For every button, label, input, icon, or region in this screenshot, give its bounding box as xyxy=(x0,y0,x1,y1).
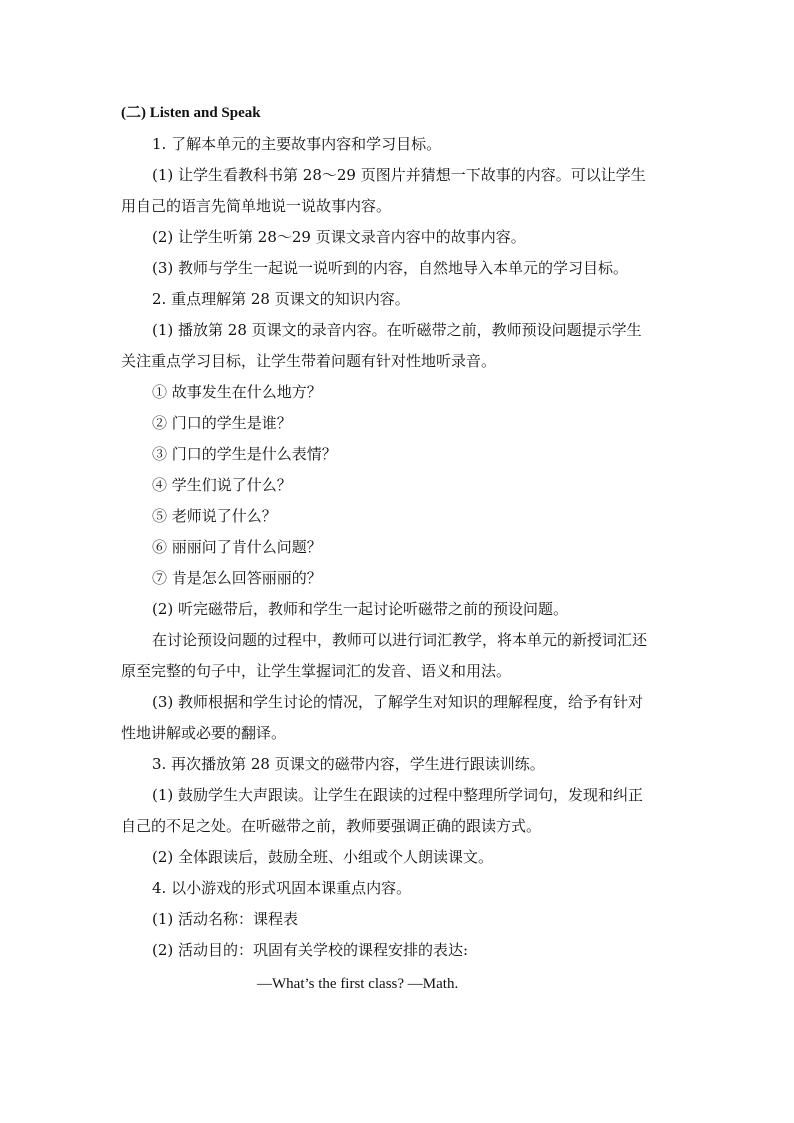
question-item: ① 故事发生在什么地方？ xyxy=(152,383,322,401)
question-item: ③ 门口的学生是什么表情？ xyxy=(152,445,337,463)
paragraph-line: 4. 以小游戏的形式巩固本课重点内容。 xyxy=(152,879,412,897)
paragraph-line: (3) 教师根据和学生讨论的情况，了解学生对知识的理解程度，给予有针对 xyxy=(152,693,644,711)
paragraph-line: 用自己的语言先简单地说一说故事内容。 xyxy=(121,197,392,215)
question-item: ⑥ 丽丽问了肯什么问题？ xyxy=(152,538,322,556)
paragraph-line: (2) 活动目的：巩固有关学校的课程安排的表达: xyxy=(152,941,469,959)
paragraph-line: (2) 听完磁带后，教师和学生一起讨论听磁带之前的预设问题。 xyxy=(152,600,569,618)
paragraph-line: (1) 让学生看教科书第 28～29 页图片并猜想一下故事的内容。可以让学生 xyxy=(152,166,646,184)
question-item: ⑤ 老师说了什么？ xyxy=(152,507,277,525)
paragraph-line: 原至完整的句子中，让学生掌握词汇的发音、语义和用法。 xyxy=(121,662,512,680)
paragraph-line: 1. 了解本单元的主要故事内容和学习目标。 xyxy=(152,135,442,153)
paragraph-line: 关注重点学习目标，让学生带着问题有针对性地听录音。 xyxy=(121,352,497,370)
question-item: ④ 学生们说了什么？ xyxy=(152,476,292,494)
paragraph-line: 3. 再次播放第 28 页课文的磁带内容，学生进行跟读训练。 xyxy=(152,755,545,773)
paragraph-line: (2) 让学生听第 28～29 页课文录音内容中的故事内容。 xyxy=(152,228,526,246)
section-heading: (二) Listen and Speak xyxy=(121,105,261,121)
paragraph-line: (2) 全体跟读后，鼓励全班、小组或个人朗读课文。 xyxy=(152,848,494,866)
paragraph-line: 性地讲解或必要的翻译。 xyxy=(121,724,287,742)
example-dialogue: —What’s the first class? —Math. xyxy=(257,976,459,992)
paragraph-line: (1) 活动名称：课程表 xyxy=(152,910,299,928)
paragraph-line: 在讨论预设问题的过程中，教师可以进行词汇教学，将本单元的新授词汇还 xyxy=(152,631,648,649)
paragraph-line: (3) 教师与学生一起说一说听到的内容，自然地导入本单元的学习目标。 xyxy=(152,259,629,277)
paragraph-line: 2. 重点理解第 28 页课文的知识内容。 xyxy=(152,290,410,308)
paragraph-line: (1) 播放第 28 页课文的录音内容。在听磁带之前，教师预设问题提示学生 xyxy=(152,321,642,339)
question-item: ② 门口的学生是谁？ xyxy=(152,414,292,432)
paragraph-line: (1) 鼓励学生大声跟读。让学生在跟读的过程中整理所学词句，发现和纠正 xyxy=(152,786,644,804)
paragraph-line: 自己的不足之处。在听磁带之前，教师要强调正确的跟读方式。 xyxy=(121,817,542,835)
question-item: ⑦ 肯是怎么回答丽丽的？ xyxy=(152,569,322,587)
